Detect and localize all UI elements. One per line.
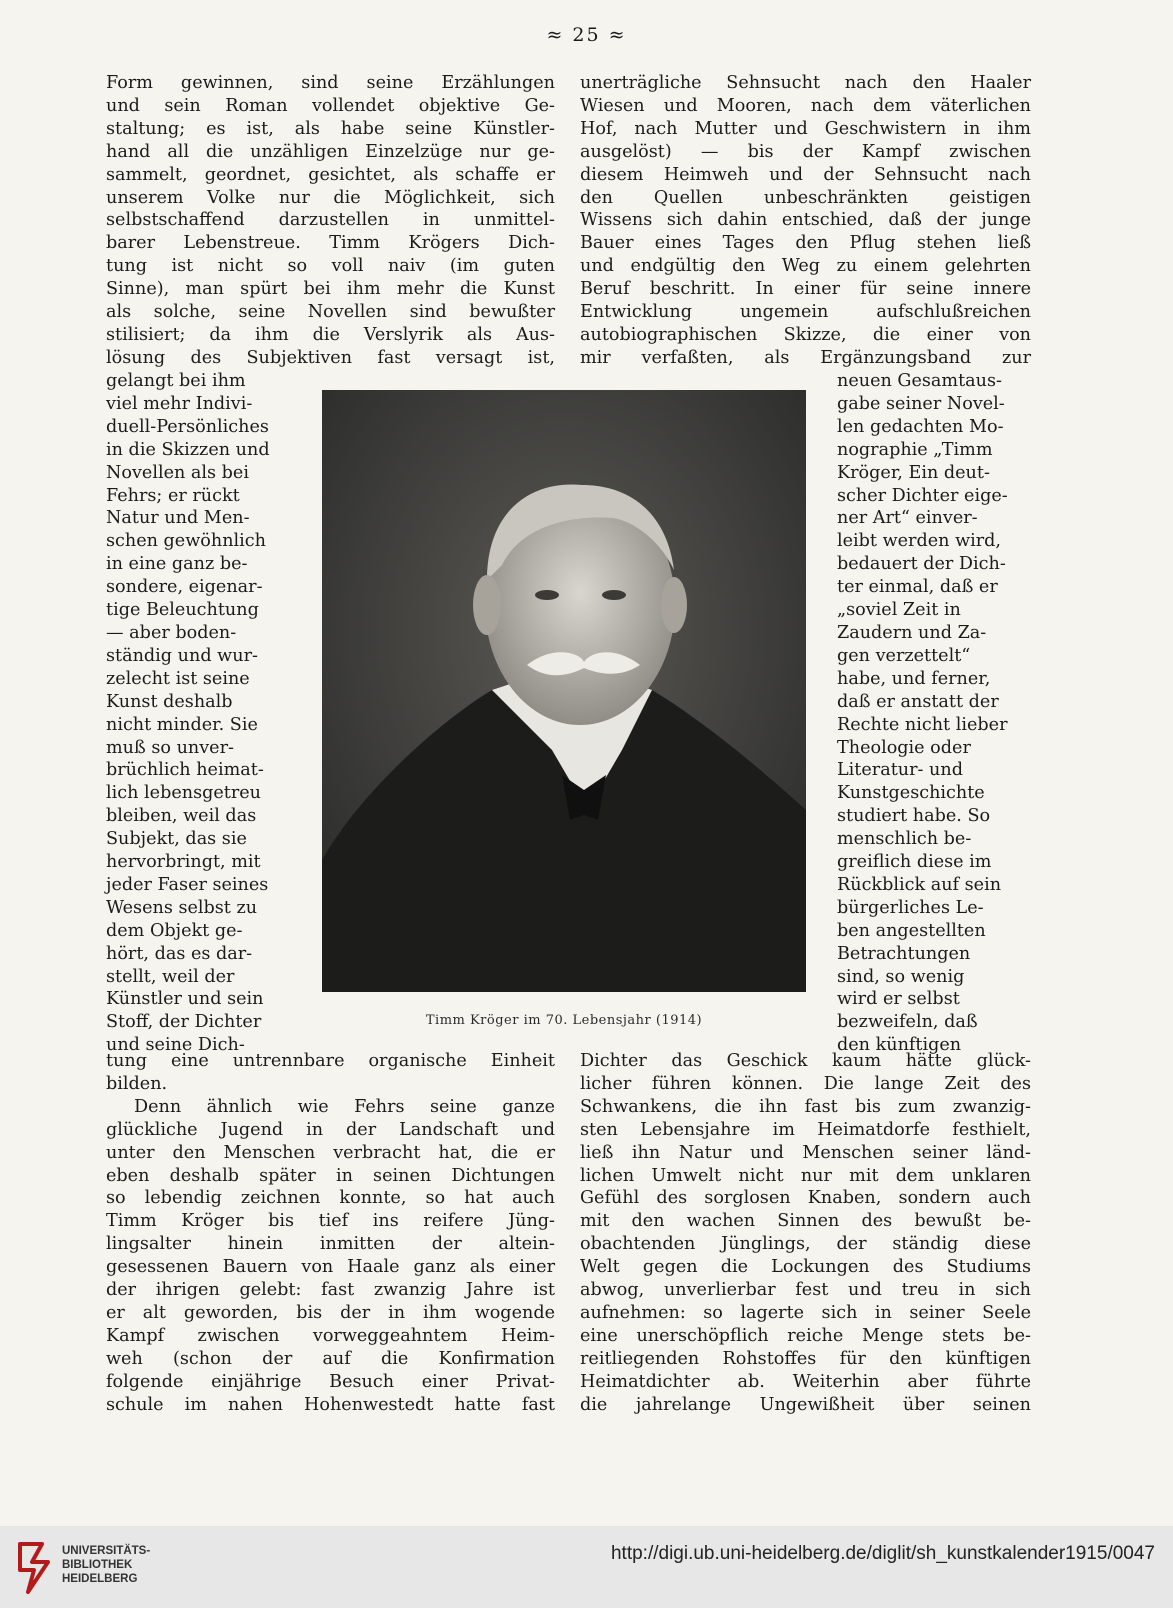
logo-line-2: BIBLIOTHEK <box>62 1559 133 1571</box>
left-wrap-column <box>106 370 295 1057</box>
logo-line-3: HEIDELBERG <box>62 1573 138 1585</box>
text-line: diesem Heimweh und der Sehnsucht nach <box>580 164 1031 185</box>
text-line: ließ ihn Natur und Menschen seiner länd- <box>580 1142 1031 1163</box>
text-line: als solche, seine Novellen sind bewußter <box>106 302 555 323</box>
text-line: selbstschaffend darzustellen in unmittel- <box>106 210 555 231</box>
text-line: Theologie oder <box>837 737 971 758</box>
text-line: habe, und ferner, <box>837 668 991 689</box>
text-line: Literatur- und <box>837 760 963 781</box>
text-line: muß so unver- <box>106 737 234 758</box>
text-line: Kunstgeschichte <box>837 783 985 804</box>
text-line: menschlich be- <box>837 829 972 850</box>
text-line: eine unerschöpflich reiche Menge stets be- <box>580 1325 1031 1346</box>
text-line: Wiesen und Mooren, nach dem väterlichen <box>580 95 1031 116</box>
text-line: len gedachten Mo- <box>837 416 1004 437</box>
portrait-photo <box>322 390 806 992</box>
text-line: unter den Menschen verbracht hat, die er <box>106 1142 555 1163</box>
text-line: sind, so wenig <box>837 966 965 987</box>
text-line: aufnehmen: so lagerte sich in seiner Seele <box>580 1302 1031 1323</box>
text-line: Sinne), man spürt bei ihm mehr die Kunst <box>106 279 555 300</box>
text-line: Stoff, der Dichter <box>106 1012 262 1033</box>
text-line: duell-Persönliches <box>106 416 269 437</box>
text-line: abwog, unverlierbar fest und treu in sich <box>580 1280 1031 1301</box>
text-line: den künftigen <box>837 1035 962 1056</box>
text-line: autobiographischen Skizze, die einer von <box>580 324 1031 345</box>
text-line: gesessenen Bauern von Haale ganz als einer <box>106 1257 555 1278</box>
text-line: bilden. <box>106 1073 168 1094</box>
text-line: Heimatdichter ab. Weiterhin aber führte <box>580 1371 1031 1392</box>
text-line: obachtenden Jünglings, der ständig diese <box>580 1234 1031 1255</box>
text-line: Subjekt, das sie <box>106 829 247 850</box>
text-line: lingsalter hinein inmitten der altein- <box>106 1234 555 1255</box>
left-column-top <box>106 72 555 370</box>
text-line: Rückblick auf sein <box>837 874 1002 895</box>
text-line: lösung des Subjektiven fast versagt ist, <box>106 347 555 368</box>
text-line: unerträgliche Sehnsucht nach den Haaler <box>580 73 1031 93</box>
text-line: folgende einjährige Besuch einer Privat- <box>106 1371 555 1392</box>
text-line: hört, das es dar- <box>106 943 253 964</box>
text-line: Bauer eines Tages den Pflug stehen ließ <box>580 233 1031 254</box>
logo-line-1: UNIVERSITÄTS- <box>62 1545 151 1557</box>
text-line: sondere, eigenar- <box>106 577 263 598</box>
text-line: lich lebensgetreu <box>106 783 262 804</box>
text-line: jeder Faser seines <box>106 874 269 895</box>
text-line: nicht minder. Sie <box>106 714 258 735</box>
text-line: so lebendig zeichnen konnte, so hat auch <box>106 1188 555 1209</box>
library-logo-icon <box>14 1538 56 1596</box>
text-line: mir verfaßten, als Ergänzungsband zur <box>580 347 1031 368</box>
text-line: und seine Dich- <box>106 1035 245 1056</box>
text-line: Kröger, Ein deut- <box>837 462 990 483</box>
text-line: brüchlich heimat- <box>106 760 264 781</box>
text-line: in eine ganz be- <box>106 554 248 575</box>
photo-caption: Timm Kröger im 70. Lebensjahr (1914) <box>425 1013 703 1028</box>
text-line: ter einmal, daß er <box>837 577 998 598</box>
text-line: glückliche Jugend in der Landschaft und <box>106 1119 555 1140</box>
text-line: ausgelöst) — bis der Kampf zwischen <box>580 141 1031 162</box>
text-line: Schwankens, die ihn fast bis zum zwanzig- <box>580 1096 1031 1117</box>
text-line: Entwicklung ungemein aufschlußreichen <box>580 302 1031 323</box>
text-line: Rechte nicht lieber <box>837 714 1008 735</box>
text-line: ner Art“ einver- <box>837 508 978 529</box>
text-line: stilisiert; da ihm die Verslyrik als Aus- <box>106 324 555 345</box>
page-number-header <box>0 24 1173 46</box>
left-column-bottom <box>106 1050 555 1417</box>
text-line: nographie „Timm <box>837 439 993 460</box>
text-line: Wissens sich dahin entschied, daß der junge <box>580 210 1031 231</box>
right-column-bottom <box>580 1050 1031 1417</box>
right-column-top <box>580 72 1031 370</box>
ornament-right: ≈ <box>608 24 627 46</box>
text-line: Zaudern und Za- <box>837 622 987 643</box>
text-line: in die Skizzen und <box>106 439 270 460</box>
text-line: eben deshalb später in seinen Dichtungen <box>106 1165 555 1186</box>
text-line: ständig und wur- <box>106 645 258 666</box>
text-line: den Quellen unbeschränkten geistigen <box>580 187 1031 208</box>
text-line: sammelt, geordnet, gesichtet, als schaffe er <box>106 164 555 185</box>
text-line: Betrachtungen <box>837 943 971 964</box>
text-line: gabe seiner Novel- <box>837 393 1005 414</box>
text-line: hand all die unzähligen Einzelzüge nur ge- <box>106 141 555 162</box>
text-line: die jahrelange Ungewißheit über seinen <box>580 1394 1031 1415</box>
ornament-left: ≈ <box>546 24 565 46</box>
text-line: reitliegenden Rohstoffes für den künftigen <box>580 1348 1031 1369</box>
text-line: Natur und Men- <box>106 508 250 529</box>
text-line: Fehrs; er rückt <box>106 485 240 506</box>
library-logo-text <box>62 1544 150 1586</box>
text-line: viel mehr Indivi- <box>106 393 253 414</box>
text-line: Dichter das Geschick kaum hätte glück- <box>580 1051 1031 1071</box>
text-line: stellt, weil der <box>106 966 235 987</box>
text-line: mit den wachen Sinnen des bewußt be- <box>580 1211 1031 1232</box>
text-line: studiert habe. So <box>837 806 991 827</box>
text-line: bleiben, weil das <box>106 806 257 827</box>
text-line: Denn ähnlich wie Fehrs seine ganze <box>134 1096 555 1117</box>
text-line: tung eine untrennbare organische Einheit <box>106 1051 555 1071</box>
text-line: schule im nahen Hohenwestedt hatte fast <box>106 1394 555 1415</box>
text-line: Künstler und sein <box>106 989 264 1010</box>
source-url[interactable]: http://digi.ub.uni-heidelberg.de/diglit/sh_kunstkalender1915/0047 <box>610 1543 1155 1564</box>
page-number: 25 <box>572 24 601 46</box>
text-line: Wesens selbst zu <box>106 897 258 918</box>
text-line: tung ist nicht so voll naiv (im guten <box>106 256 555 277</box>
text-line: Timm Kröger bis tief ins reifere Jüng- <box>106 1211 555 1232</box>
text-line: leibt werden wird, <box>837 531 1002 552</box>
text-line: dem Objekt ge- <box>106 920 243 941</box>
text-line: schen gewöhnlich <box>106 531 266 552</box>
text-line: zelecht ist seine <box>106 668 250 689</box>
text-line: Gefühl des sorglosen Knaben, sondern auch <box>580 1188 1031 1209</box>
text-line: der ihrigen gelebt: fast zwanzig Jahre ist <box>106 1280 555 1301</box>
text-line: daß er anstatt der <box>837 691 999 712</box>
text-line: und sein Roman vollendet objektive Ge- <box>106 95 555 116</box>
library-logo[interactable] <box>14 1538 174 1596</box>
text-line: Kunst deshalb <box>106 691 233 712</box>
text-line: greiflich diese im <box>837 852 992 873</box>
text-line: unserem Volke nur die Möglichkeit, sich <box>106 187 555 208</box>
right-wrap-column <box>837 370 1031 1057</box>
text-line: gelangt bei ihm <box>106 371 246 391</box>
text-line: licher führen können. Die lange Zeit des <box>580 1073 1031 1094</box>
text-line: Kampf zwischen vorweggeahntem Heim- <box>106 1325 555 1346</box>
text-line: lichen Umwelt nicht nur mit dem unklaren <box>580 1165 1031 1186</box>
text-line: „soviel Zeit in <box>837 600 961 621</box>
text-line: ben angestellten <box>837 920 986 941</box>
footer-bar <box>0 1526 1173 1608</box>
text-line: staltung; es ist, als habe seine Künstler- <box>106 118 555 139</box>
text-line: er alt geworden, bis der in ihm wogende <box>106 1302 555 1323</box>
text-line: scher Dichter eige- <box>837 485 1008 506</box>
text-line: bedauert der Dich- <box>837 554 1006 575</box>
text-line: Beruf beschritt. In einer für seine innere <box>580 279 1031 300</box>
text-line: barer Lebenstreue. Timm Krögers Dich- <box>106 233 555 254</box>
text-line: Welt gegen die Lockungen des Studiums <box>580 1257 1031 1278</box>
text-line: — aber boden- <box>106 622 237 643</box>
text-line: Form gewinnen, sind seine Erzählungen <box>106 73 555 93</box>
text-line: neuen Gesamtaus- <box>837 371 1002 391</box>
text-line: wird er selbst <box>837 989 960 1010</box>
text-line: weh (schon der auf die Konfirmation <box>106 1348 555 1369</box>
text-line: Novellen als bei <box>106 462 249 483</box>
text-line: Hof, nach Mutter und Geschwistern in ihm <box>580 118 1031 139</box>
text-line: bezweifeln, daß <box>837 1012 978 1033</box>
text-line: tige Beleuchtung <box>106 600 259 621</box>
text-line: sten Lebensjahre im Heimatdorfe festhielt, <box>580 1119 1031 1140</box>
text-line: und endgültig den Weg zu einem gelehrten <box>580 256 1031 277</box>
text-line: hervorbringt, mit <box>106 852 261 873</box>
text-line: bürgerliches Le- <box>837 897 984 918</box>
text-line: gen verzettelt“ <box>837 645 971 666</box>
